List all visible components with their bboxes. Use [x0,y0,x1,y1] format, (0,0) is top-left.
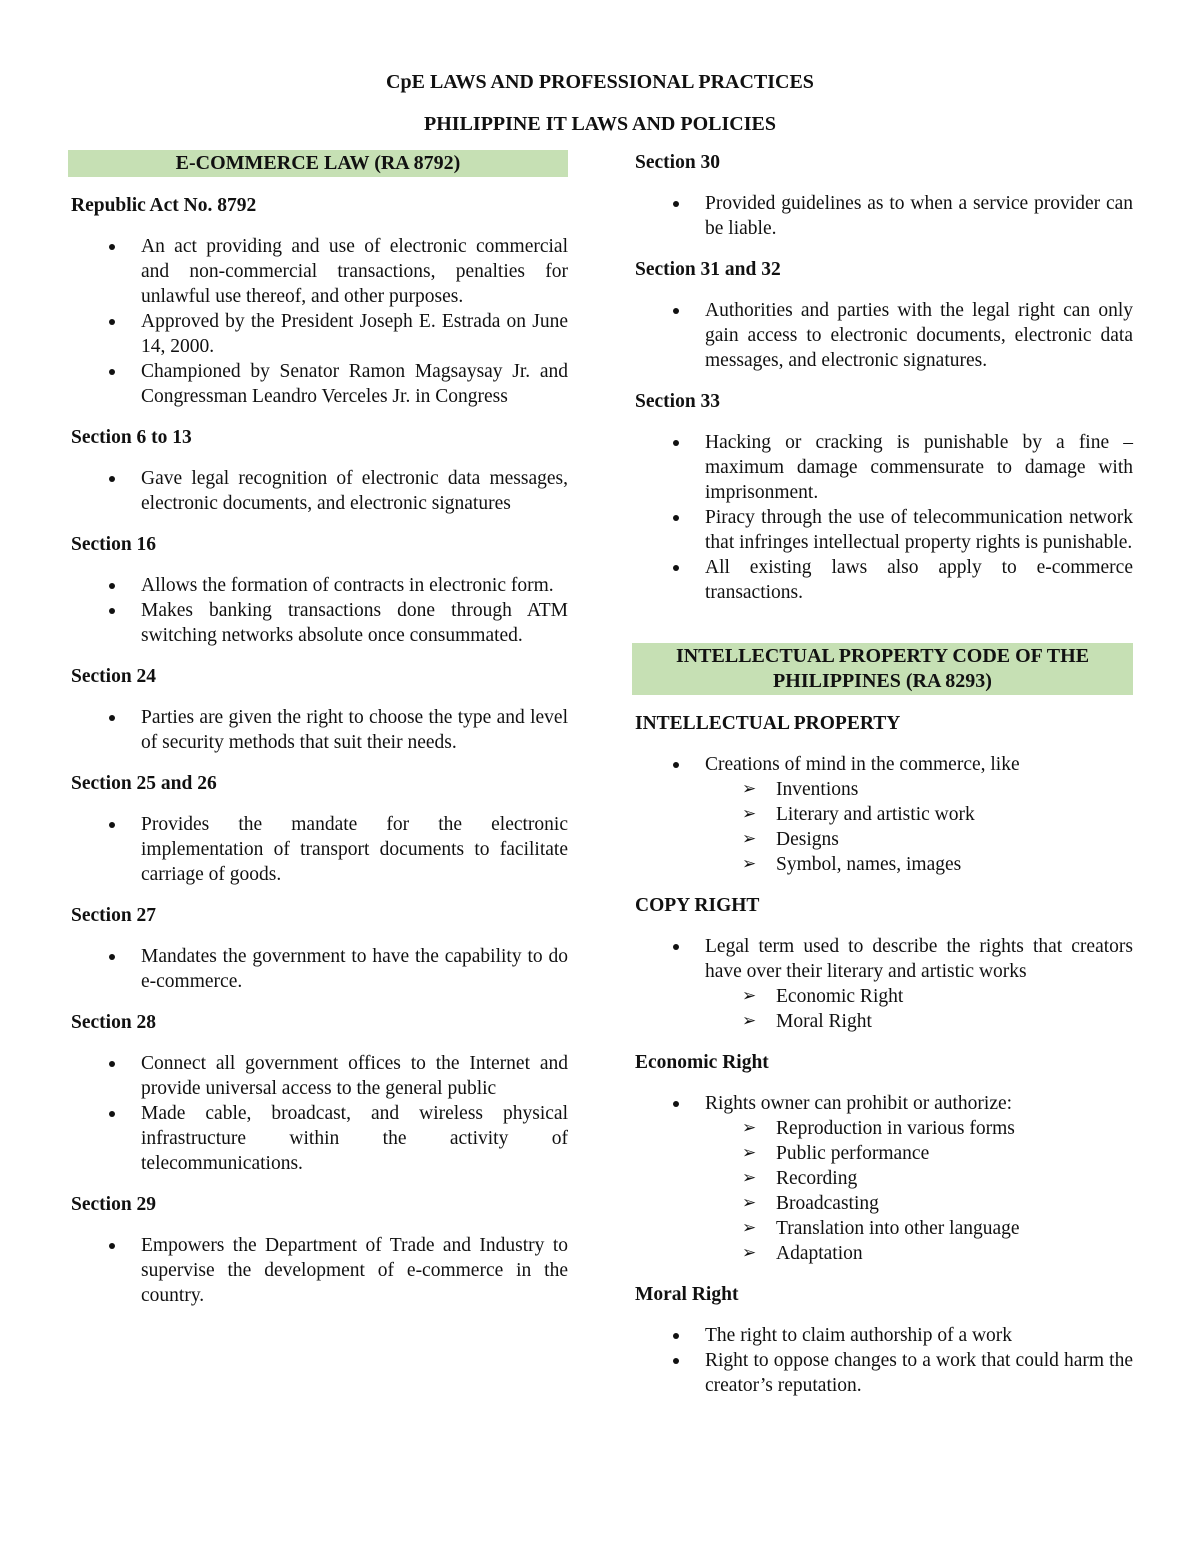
document-title: CpE LAWS AND PROFESSIONAL PRACTICES [386,71,814,93]
section-31-list [632,298,1133,373]
list-item: Championed by Senator Ramon Magsaysay Jr. and Congressman Leandro Verceles Jr. in Congress [68,359,568,409]
list-item: Gave legal recognition of electronic data messages, electronic documents, and electronic signatures [68,466,568,516]
heading-copy-right: COPY RIGHT [635,895,760,916]
section-heading-24: Section 24 [71,666,157,687]
section-heading-30: Section 30 [635,152,721,173]
list-item: Allows the formation of contracts in electronic form. [68,573,568,598]
sub-list-item: ➢ Translation into other language [632,1216,1133,1241]
section-heading-16: Section 16 [71,534,157,555]
sub-list-item: ➢ Recording [632,1166,1133,1191]
republic-act-list [68,234,568,409]
heading-moral-right: Moral Right [635,1284,739,1305]
ecommerce-law-banner: E-COMMERCE LAW (RA 8792) [68,150,568,177]
list-item: All existing laws also apply to e-commerce transactions. [632,555,1133,605]
section-heading-27: Section 27 [71,905,157,926]
list-item: Approved by the President Joseph E. Estrada on June 14, 2000. [68,309,568,359]
right-column [632,150,1133,1398]
economic-right-list [632,1091,1133,1266]
list-item: Creations of mind in the commerce, like [632,752,1133,777]
left-column [68,150,568,1308]
list-item: Provides the mandate for the electronic implementation of transport documents to facilitate carriage of goods. [68,812,568,887]
list-item: Makes banking transactions done through ATM switching networks absolute once consummated. [68,598,568,648]
intellectual-property-list [632,752,1133,877]
list-item: Rights owner can prohibit or authorize: [632,1091,1133,1116]
document-subtitle: PHILIPPINE IT LAWS AND POLICIES [424,113,776,135]
list-item: Mandates the government to have the capability to do e-commerce. [68,944,568,994]
sub-list-item: ➢ Broadcasting [632,1191,1133,1216]
section-27-list [68,944,568,994]
section-33-list [632,430,1133,605]
sub-list-item: ➢ Designs [632,827,1133,852]
list-item: Hacking or cracking is punishable by a fine – maximum damage commensurate to damage with imprisonment. [632,430,1133,505]
sub-list-item: ➢ Adaptation [632,1241,1133,1266]
list-item: The right to claim authorship of a work [632,1323,1133,1348]
sub-list-item: ➢ Moral Right [632,1009,1133,1034]
sub-list-item: ➢ Literary and artistic work [632,802,1133,827]
list-item: Parties are given the right to choose the type and level of security methods that suit their needs. [68,705,568,755]
section-28-list [68,1051,568,1176]
list-item: Piracy through the use of telecommunication network that infringes intellectual property rights is punishable. [632,505,1133,555]
section-16-list [68,573,568,648]
list-item: Provided guidelines as to when a service provider can be liable. [632,191,1133,241]
section-heading-33: Section 33 [635,391,721,412]
section-25-list [68,812,568,887]
heading-economic-right: Economic Right [635,1052,769,1073]
section-29-list [68,1233,568,1308]
section-heading-6-to-13: Section 6 to 13 [71,427,192,448]
sub-list-item: ➢ Symbol, names, images [632,852,1133,877]
list-item: Made cable, broadcast, and wireless physical infrastructure within the activity of telecommunications. [68,1101,568,1176]
ip-code-banner: INTELLECTUAL PROPERTY CODE OF THE PHILIPPINES (RA 8293) [632,643,1133,695]
section-6-list [68,466,568,516]
section-heading-28: Section 28 [71,1012,157,1033]
list-item: Legal term used to describe the rights that creators have over their literary and artistic works [632,934,1133,984]
section-heading-republic-act: Republic Act No. 8792 [71,195,257,216]
section-30-list [632,191,1133,241]
section-heading-25-26: Section 25 and 26 [71,773,217,794]
sub-list-item: ➢ Reproduction in various forms [632,1116,1133,1141]
list-item: An act providing and use of electronic commercial and non-commercial transactions, penalties for unlawful use thereof, and other purposes. [68,234,568,309]
sub-list-item: ➢ Economic Right [632,984,1133,1009]
list-item: Connect all government offices to the Internet and provide universal access to the general public [68,1051,568,1101]
list-item: Right to oppose changes to a work that could harm the creator’s reputation. [632,1348,1133,1398]
heading-intellectual-property: INTELLECTUAL PROPERTY [635,713,901,734]
sub-list-item: ➢ Public performance [632,1141,1133,1166]
sub-list-item: ➢ Inventions [632,777,1133,802]
section-heading-31-32: Section 31 and 32 [635,259,781,280]
list-item: Empowers the Department of Trade and Industry to supervise the development of e-commerce in the country. [68,1233,568,1308]
section-24-list [68,705,568,755]
moral-right-list [632,1323,1133,1398]
list-item: Authorities and parties with the legal right can only gain access to electronic documents, electronic data messages, and electronic signatures. [632,298,1133,373]
section-heading-29: Section 29 [71,1194,157,1215]
copy-right-list [632,934,1133,1034]
